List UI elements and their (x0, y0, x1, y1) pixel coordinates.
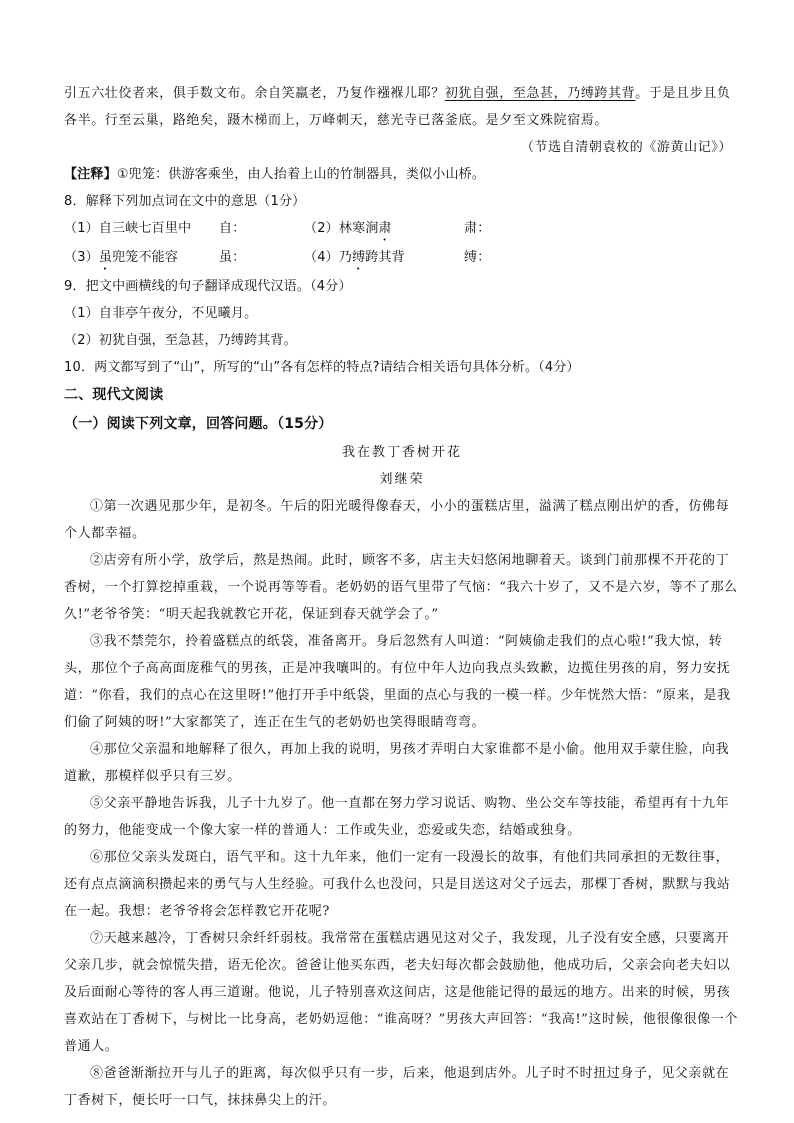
annotation-label: 【注释】 (64, 167, 117, 182)
question-10-stem: 10．两文都写到了“山”，所写的“山”各有怎样的特点?请结合相关语句具体分析。（4分） (64, 360, 580, 375)
classical-source: （节选自清朝袁枚的《游黄山记》） (520, 140, 732, 155)
article-paragraph: ⑧爸爸渐渐拉开与儿子的距离，每次似乎只有一步，后来，他退到店外。儿子时不时扭过身子，见父亲就在丁香树下，便长吁一口气，抹抹鼻尖上的汗。 (64, 1066, 730, 1108)
exam-page (64, 80, 740, 1114)
q8-item-1: （1）自三峡七百里中 (64, 221, 192, 236)
question-9-stem: 9．把文中画横线的句子翻译成现代汉语。（4分） (64, 279, 352, 294)
article-paragraph: ⑤父亲平静地告诉我，儿子十九岁了。他一直都在努力学习说话、购物、坐公交车等技能，希望再有十九年的努力，他能变成一个像大家一样的普通人：工作或失业，恋爱或失恋，结婚或独身。 (64, 796, 730, 838)
question-9-item-1: （1）自非亭午夜分，不见曦月。 (64, 306, 258, 321)
annotation-text: ①兜笼：供游客乘坐，由人抬着上山的竹制器具，类似小山桥。 (116, 167, 486, 182)
q8-item-3-blank: 虽： (219, 250, 246, 265)
article-paragraph: ⑦天越来越冷，丁香树只余纤纤弱枝。我常常在蛋糕店遇见这对父子，我发现，儿子没有安全感，只要离开父亲几步，就会惊慌失措，语无伦次。爸爸让他买东西，老夫妇每次都会鼓励他，他成功后，父亲会向老夫妇以及后面耐心等待的客人再三道谢。他说，儿子特别喜欢这间店，这是他能记得的最远的地方。出来的时候，男孩喜欢站在丁香树下，与树比一比身高，老奶奶逗他：“谁高呀？”男孩大声回答：“我高!”这时候，他很像很像一个普通人。 (64, 931, 739, 1054)
article-author: 刘继荣 (379, 472, 425, 487)
q8-item-2-blank: 肃： (464, 221, 491, 236)
annotation (64, 161, 740, 188)
classical-text-continuation (64, 80, 740, 134)
article-paragraph: ③我不禁莞尔，拎着盛糕点的纸袋，准备离开。身后忽然有人叫道：“阿姨偷走我们的点心啦!”我大惊，转头，那位个子高高面庞稚气的男孩，正是冲我嚷叫的。有位中年人边向我点头致歉，边揽住男孩的肩，努力安抚道：“你看，我们的点心在这里呀!”他打开手中纸袋，里面的点心与我的一模一样。少年恍然大悟：“原来，是我们偷了阿姨的呀!”大家都笑了，连正在生气的老奶奶也笑得眼睛弯弯。 (64, 634, 731, 730)
q8-item-3: （3）虽兜笼不能容 (64, 250, 179, 265)
article-paragraph: ①第一次遇见那少年，是初冬。午后的阳光暖得像春天，小小的蛋糕店里，溢满了糕点刚出炉的香，仿佛每个人都幸福。 (64, 499, 730, 541)
question-9-item-2: （2）初犹自强，至急甚，乃缚跨其背。 (64, 333, 297, 348)
classical-text-post: 。于是且步且负各半。行至云巢，路绝矣，蹑木梯而上，万峰刺天，慈光寺已落釜底。是夕至文殊院宿焉。 (64, 86, 731, 128)
dotted-character: 肃 (378, 221, 392, 236)
q8-item-1-blank: 自： (219, 221, 246, 236)
article-title: 我在教丁香树开花 (341, 445, 462, 460)
article-paragraph: ④那位父亲温和地解释了很久，再加上我的说明，男孩才弄明白大家谁都不是小偷。他用双手蒙住脸，向我道歉，那模样似乎只有三岁。 (64, 742, 730, 784)
classical-text-pre: 引五六壮佼者来，俱手数文布。余自笑羸老，乃复作襁褓儿耶？ (64, 86, 445, 101)
section-heading: 二、现代文阅读 (64, 387, 164, 403)
article-paragraph: ⑥那位父亲头发斑白，语气平和。这十九年来，他们一定有一段漫长的故事，有他们共同承担的无数往事，还有点点滴滴积攒起来的勇气与人生经验。可我什么也没问，只是目送这对父子远去，那棵丁香树，默默与我站在一起。我想：老爷爷将会怎样教它开花呢? (64, 850, 731, 919)
section-subheading: （一）阅读下列文章，回答问题。（15分） (64, 416, 333, 432)
q8-item-2: （2）林寒涧肃 (304, 221, 392, 236)
article-paragraph: ②店旁有所小学，放学后，熬是热闹。此时，顾客不多，店主夫妇悠闲地聊着天。谈到门前那棵不开花的丁香树，一个打算挖掉重栽，一个说再等等看。老奶奶的语气里带了气恼：“我六十岁了，又不是六岁，等不了那么久!”老爷爷笑：“明天起我就教它开花，保证到春天就学会了。” (64, 553, 738, 622)
dotted-character: 缚 (352, 250, 366, 265)
q8-item-4-blank: 缚： (464, 250, 491, 265)
question-8-row-2 (64, 244, 740, 273)
question-8-row-1 (64, 215, 740, 244)
dotted-character: 虽 (98, 250, 113, 265)
underlined-sentence: 初犹自强，至急甚，乃缚跨其背 (444, 86, 636, 101)
q8-item-4: （4）乃缚跨其背 (304, 250, 405, 265)
question-8-stem: 8．解释下列加点词在文中的意思（1分） (64, 194, 306, 209)
